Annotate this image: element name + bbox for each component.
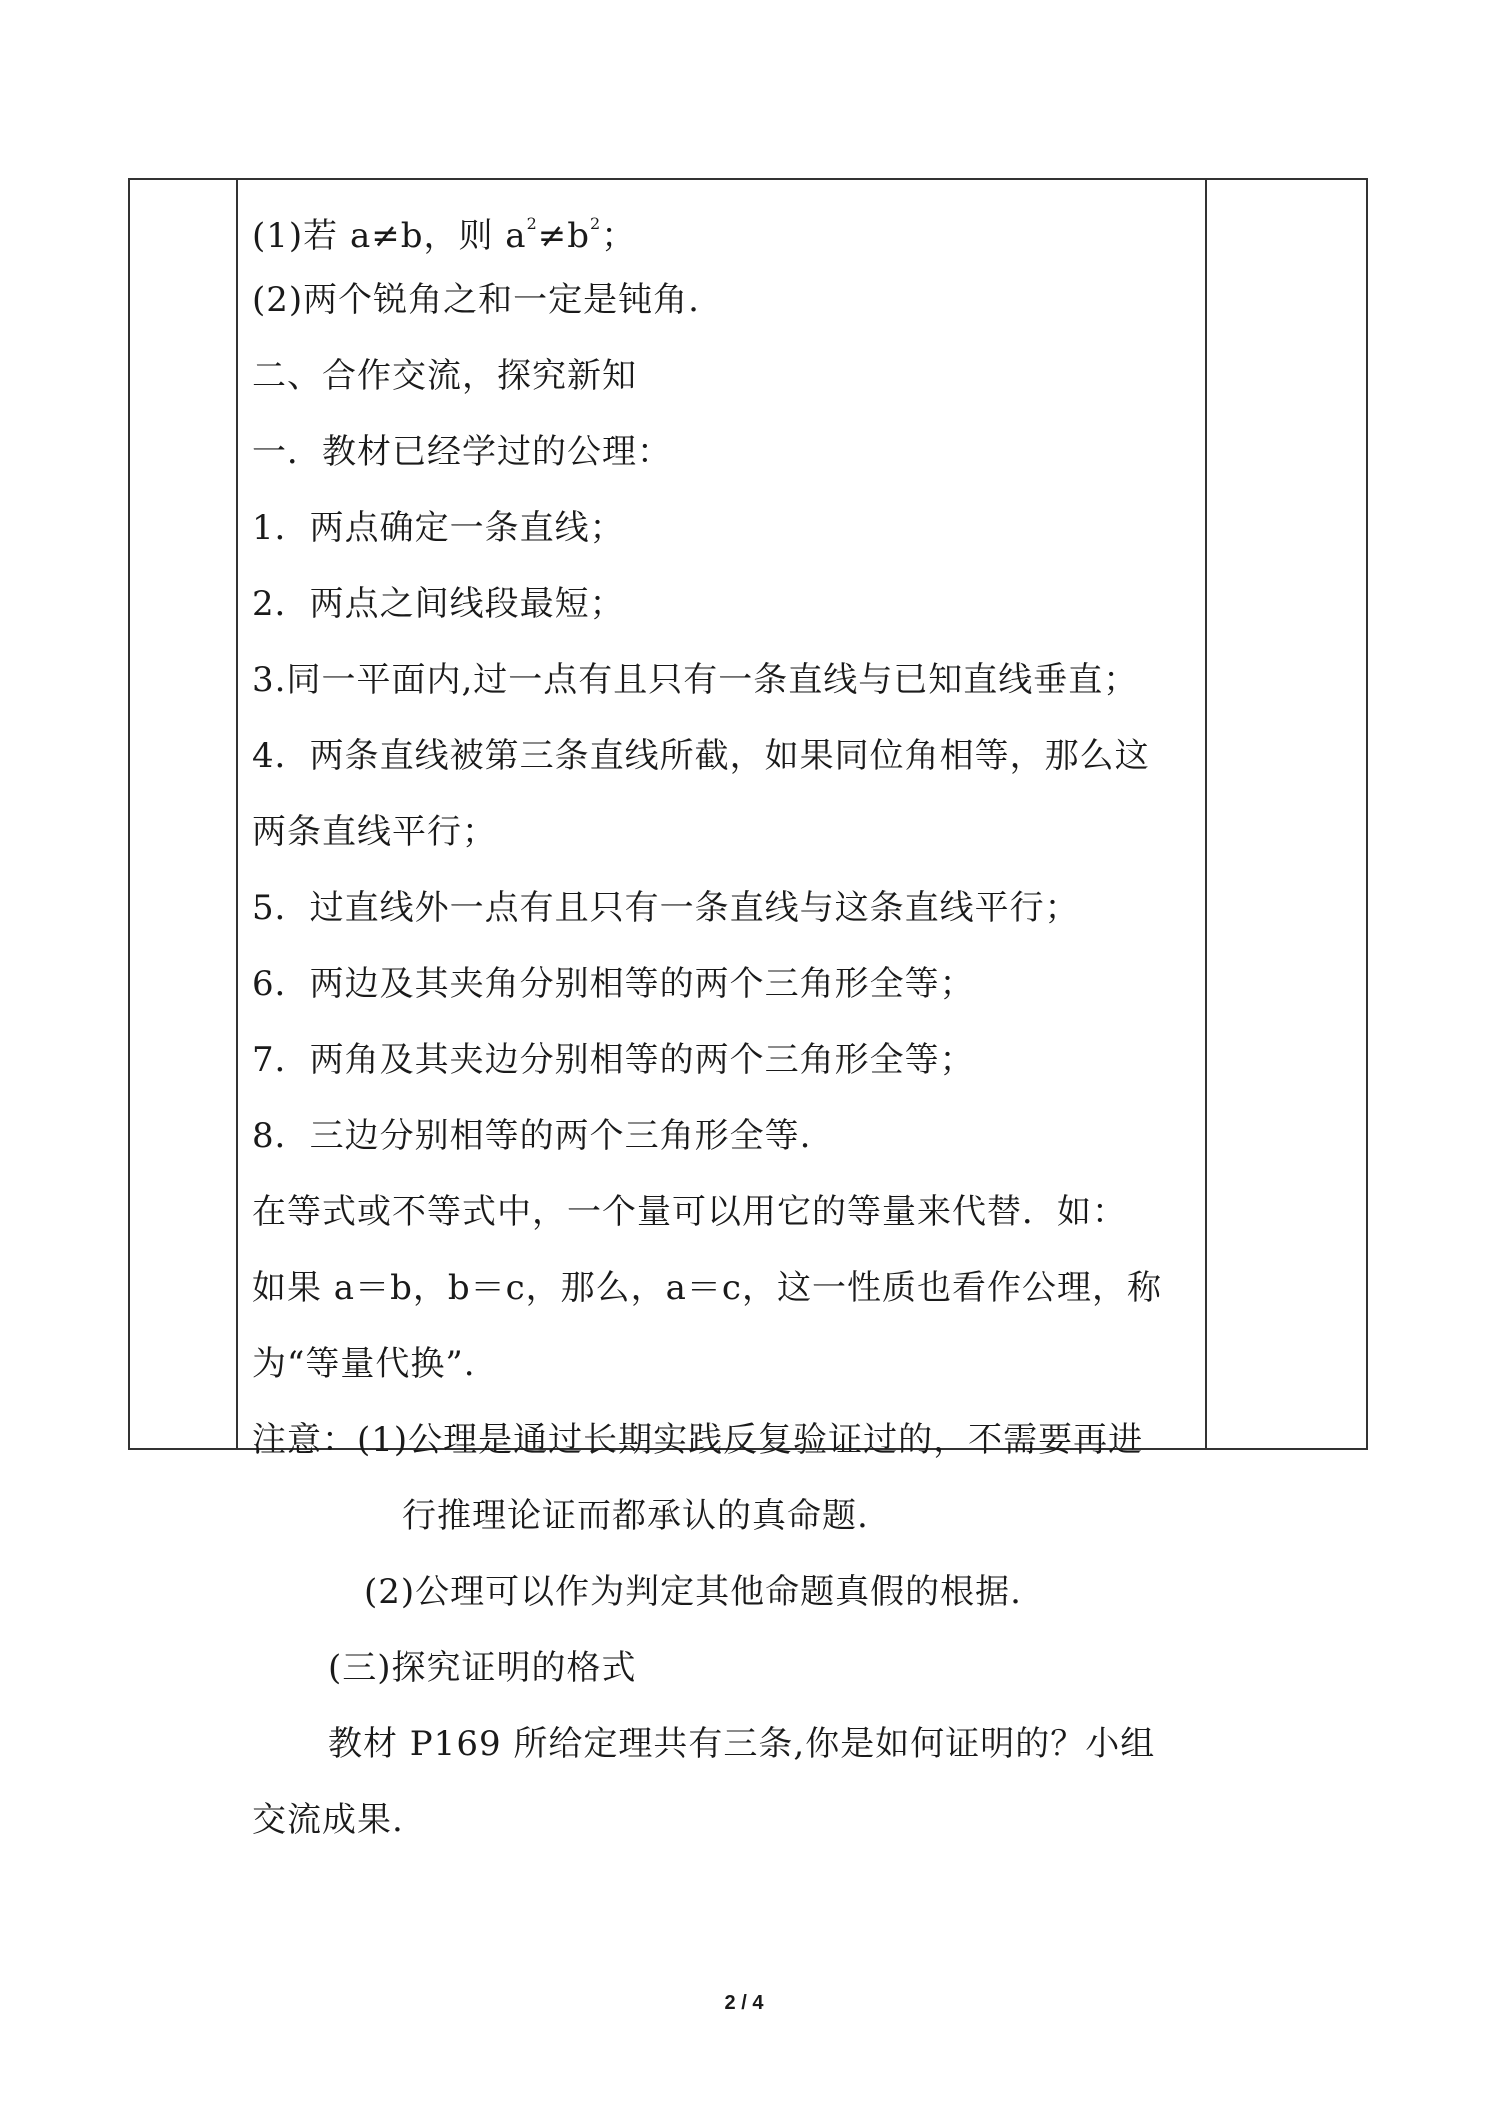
substitution-example: 如果 a＝b，b＝c，那么，a＝c，这一性质也看作公理，称: [252, 1268, 1162, 1308]
note-2: (2)公理可以作为判定其他命题真假的根据.: [364, 1572, 1022, 1612]
substitution-text: 在等式或不等式中，一个量可以用它的等量来代替．如：: [252, 1192, 1127, 1232]
axiom-2: 2．两点之间线段最短；: [252, 584, 625, 624]
axiom-8: 8．三边分别相等的两个三角形全等.: [252, 1116, 812, 1156]
axiom-5: 5．过直线外一点有且只有一条直线与这条直线平行；: [252, 888, 1080, 928]
substitution-name: 为“等量代换”.: [252, 1344, 476, 1384]
note-1: 注意：(1)公理是通过长期实践反复验证过的，不需要再进: [252, 1420, 1144, 1460]
table-left-column-divider: [236, 180, 238, 1448]
axiom-6: 6．两边及其夹角分别相等的两个三角形全等；: [252, 964, 975, 1004]
axiom-7: 7．两角及其夹边分别相等的两个三角形全等；: [252, 1040, 975, 1080]
axiom-4: 4．两条直线被第三条直线所截，如果同位角相等，那么这: [252, 736, 1150, 776]
section-heading-cooperation: 二、合作交流，探究新知: [252, 356, 637, 396]
section-heading-proof-format: (三)探究证明的格式: [328, 1648, 637, 1688]
example-2: (2)两个锐角之和一定是钝角.: [252, 280, 700, 320]
axiom-3: 3.同一平面内,过一点有且只有一条直线与已知直线垂直；: [252, 660, 1139, 700]
axiom-1: 1．两点确定一条直线；: [252, 508, 625, 548]
axiom-4-continued: 两条直线平行；: [252, 812, 497, 852]
example-1: (1)若 a≠b，则 $a^2\ne b^2$；: [252, 214, 637, 256]
proof-task-continued: 交流成果.: [252, 1800, 404, 1840]
note-1-continued: 行推理论证而都承认的真命题.: [402, 1496, 869, 1536]
page-number: 2 / 4: [724, 1992, 764, 2014]
subheading-axioms: 一．教材已经学过的公理：: [252, 432, 672, 472]
proof-task: 教材 P169 所给定理共有三条,你是如何证明的？小组: [328, 1724, 1156, 1764]
table-right-column-divider: [1205, 180, 1207, 1448]
